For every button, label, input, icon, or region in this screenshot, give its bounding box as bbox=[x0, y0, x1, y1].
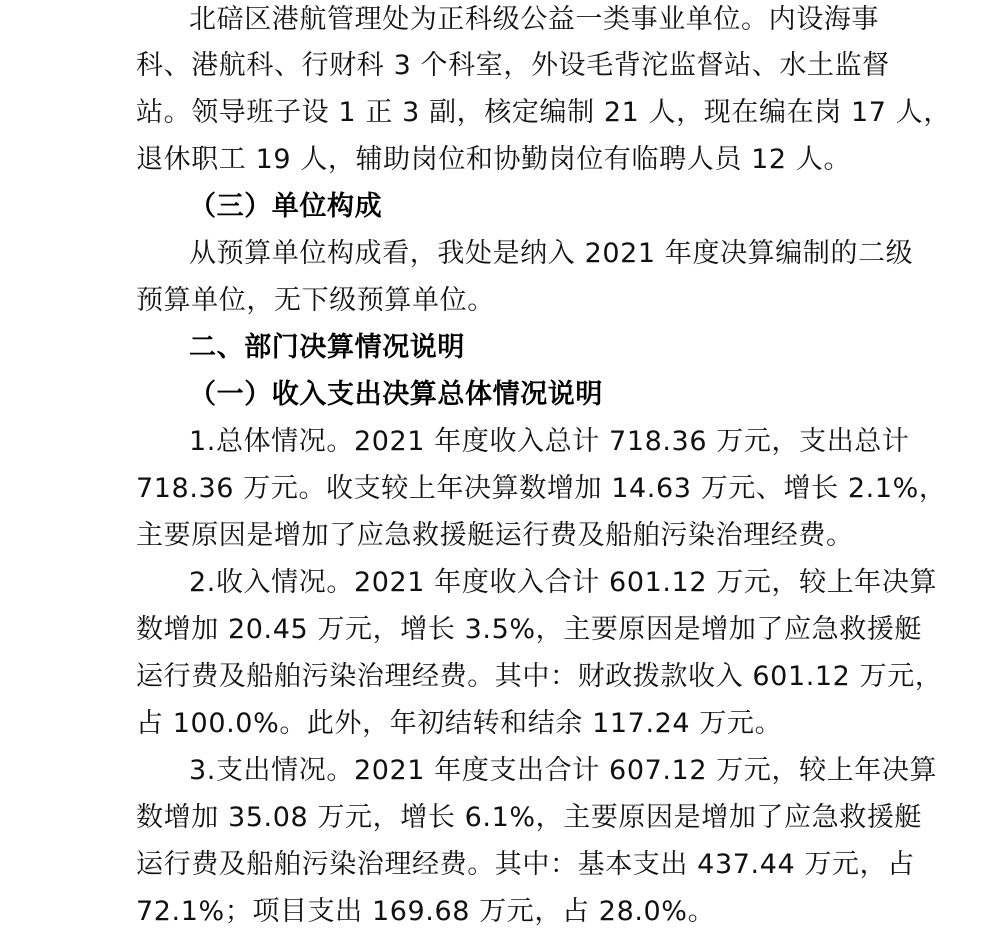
unit-intro-line-1: 北碚区港航管理处为正科级公益一类事业单位。内设海事 bbox=[189, 4, 879, 35]
expenditure-line-2: 数增加 35.08 万元，增长 6.1%，主要原因是增加了应急救援艇 bbox=[136, 802, 923, 833]
unit-intro-line-3: 站。领导班子设 1 正 3 副，核定编制 21 人，现在编在岗 17 人， bbox=[136, 97, 951, 128]
expenditure-line-4: 72.1%；项目支出 169.68 万元，占 28.0%。 bbox=[136, 896, 716, 927]
expenditure-line-1: 3.支出情况。2021 年度支出合计 607.12 万元，较上年决算 bbox=[189, 755, 938, 786]
heading-unit-composition: （三）单位构成 bbox=[189, 191, 383, 222]
unit-composition-line-2: 预算单位，无下级预算单位。 bbox=[136, 285, 495, 316]
income-line-3: 运行费及船舶污染治理经费。其中：财政拨款收入 601.12 万元， bbox=[136, 661, 943, 692]
heading-overall: （一）收入支出决算总体情况说明 bbox=[189, 379, 603, 410]
unit-intro-line-4: 退休职工 19 人，辅助岗位和协勤岗位有临聘人员 12 人。 bbox=[136, 144, 852, 175]
income-line-4: 占 100.0%。此外，年初结转和结余 117.24 万元。 bbox=[136, 708, 783, 739]
unit-intro-line-2: 科、港航科、行财科 3 个科室，外设毛背沱监督站、水土监督 bbox=[136, 50, 890, 81]
unit-composition-line-1: 从预算单位构成看，我处是纳入 2021 年度决算编制的二级 bbox=[189, 238, 914, 269]
heading-section-two: 二、部门决算情况说明 bbox=[189, 332, 465, 363]
expenditure-line-3: 运行费及船舶污染治理经费。其中：基本支出 437.44 万元，占 bbox=[136, 849, 915, 880]
overall-line-1: 1.总体情况。2021 年度收入总计 718.36 万元，支出总计 bbox=[189, 426, 910, 457]
overall-line-3: 主要原因是增加了应急救援艇运行费及船舶污染治理经费。 bbox=[136, 520, 854, 551]
income-line-1: 2.收入情况。2021 年度收入合计 601.12 万元，较上年决算 bbox=[189, 567, 938, 598]
overall-line-2: 718.36 万元。收支较上年决算数增加 14.63 万元、增长 2.1%， bbox=[136, 473, 947, 504]
income-line-2: 数增加 20.45 万元，增长 3.5%，主要原因是增加了应急救援艇 bbox=[136, 614, 923, 645]
